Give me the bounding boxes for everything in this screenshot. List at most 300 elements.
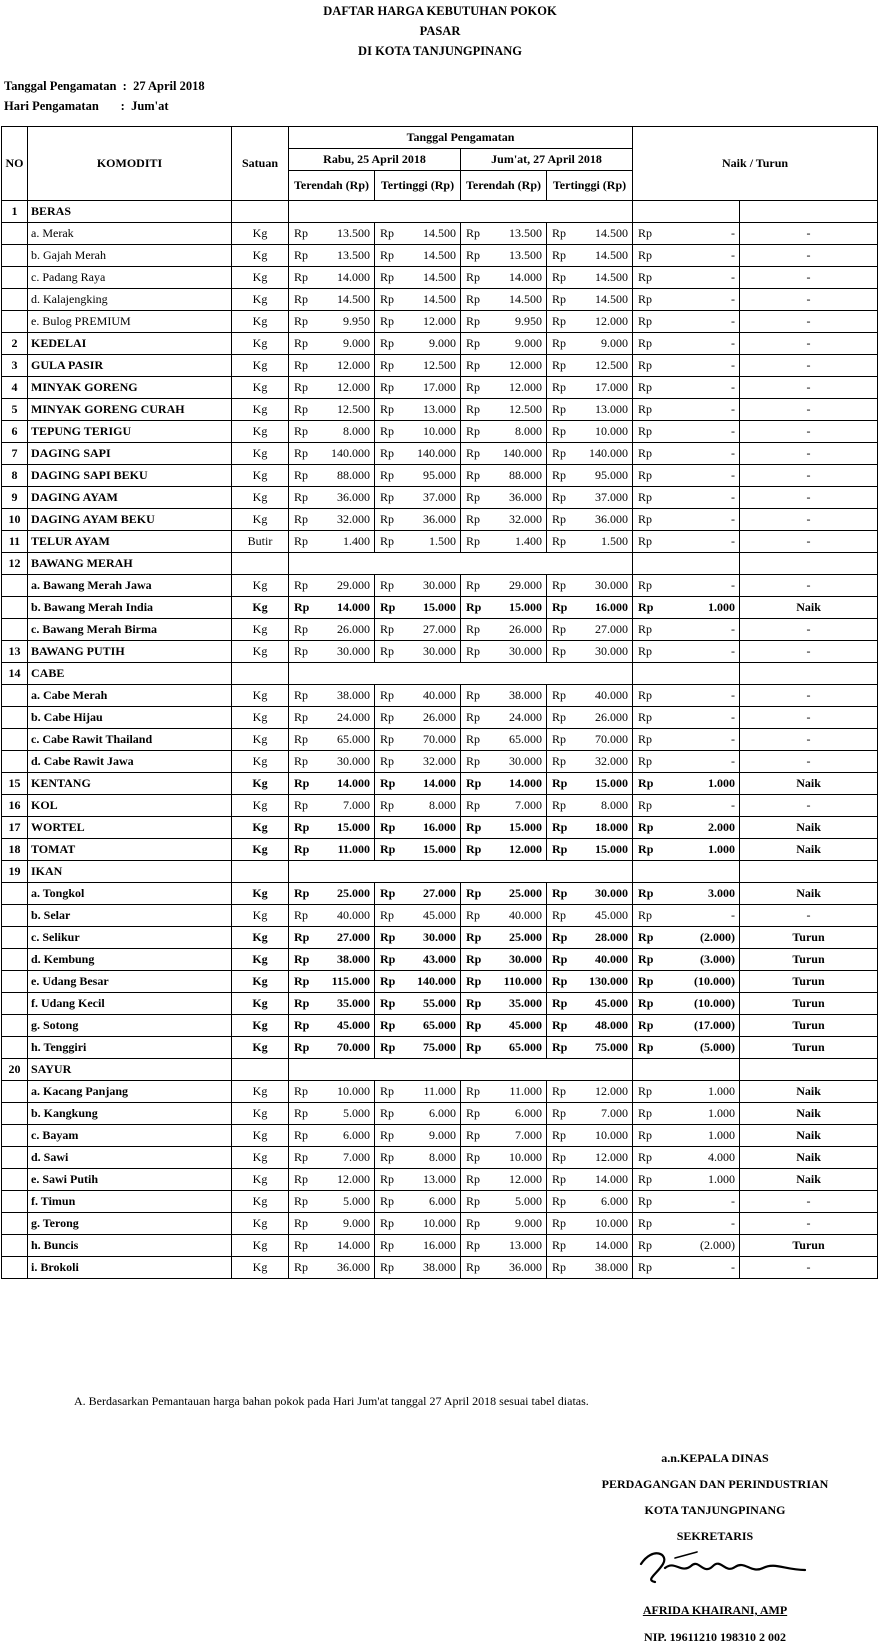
price-value: 8.000 bbox=[483, 421, 547, 443]
currency-label: Rp bbox=[547, 1257, 569, 1279]
price-value: 29.000 bbox=[311, 575, 375, 597]
change-value: 1.000 bbox=[655, 597, 740, 619]
currency-label: Rp bbox=[461, 641, 483, 663]
row-number bbox=[2, 883, 28, 905]
price-value: 14.500 bbox=[397, 245, 461, 267]
status-cell: - bbox=[740, 311, 878, 333]
change-value: (10.000) bbox=[655, 993, 740, 1015]
price-value: 95.000 bbox=[569, 465, 633, 487]
price-value: 65.000 bbox=[483, 1037, 547, 1059]
commodity-name: d. Kalajengking bbox=[28, 289, 232, 311]
price-value: 14.000 bbox=[311, 773, 375, 795]
currency-label: Rp bbox=[375, 289, 397, 311]
currency-label: Rp bbox=[289, 707, 311, 729]
currency-label: Rp bbox=[633, 839, 655, 861]
commodity-name: KOL bbox=[28, 795, 232, 817]
currency-label: Rp bbox=[289, 905, 311, 927]
currency-label: Rp bbox=[547, 773, 569, 795]
currency-label: Rp bbox=[289, 1257, 311, 1279]
currency-label: Rp bbox=[289, 597, 311, 619]
change-value: - bbox=[655, 487, 740, 509]
row-number: 1 bbox=[2, 201, 28, 223]
change-value: - bbox=[655, 509, 740, 531]
currency-label: Rp bbox=[289, 245, 311, 267]
currency-label: Rp bbox=[289, 575, 311, 597]
row-number: 6 bbox=[2, 421, 28, 443]
signature-office: PERDAGANGAN DAN PERINDUSTRIAN bbox=[601, 1477, 829, 1491]
price-value: 13.000 bbox=[569, 399, 633, 421]
price-value: 8.000 bbox=[311, 421, 375, 443]
currency-label: Rp bbox=[375, 267, 397, 289]
unit-cell: Kg bbox=[232, 1235, 289, 1257]
currency-label: Rp bbox=[547, 575, 569, 597]
unit-cell: Kg bbox=[232, 1147, 289, 1169]
currency-label: Rp bbox=[633, 1191, 655, 1213]
currency-label: Rp bbox=[375, 487, 397, 509]
category-name: IKAN bbox=[28, 861, 232, 883]
price-value: 27.000 bbox=[569, 619, 633, 641]
unit-cell: Kg bbox=[232, 1103, 289, 1125]
change-value: 4.000 bbox=[655, 1147, 740, 1169]
commodity-name: f. Timun bbox=[28, 1191, 232, 1213]
change-value: - bbox=[655, 531, 740, 553]
unit-cell: Kg bbox=[232, 971, 289, 993]
empty-cell bbox=[232, 663, 289, 685]
price-value: 24.000 bbox=[483, 707, 547, 729]
currency-label: Rp bbox=[289, 817, 311, 839]
empty-cell bbox=[740, 201, 878, 223]
currency-label: Rp bbox=[375, 509, 397, 531]
price-value: 10.000 bbox=[397, 421, 461, 443]
price-value: 35.000 bbox=[311, 993, 375, 1015]
price-value: 12.500 bbox=[483, 399, 547, 421]
currency-label: Rp bbox=[289, 949, 311, 971]
currency-label: Rp bbox=[633, 1103, 655, 1125]
currency-label: Rp bbox=[375, 1125, 397, 1147]
row-number: 17 bbox=[2, 817, 28, 839]
price-value: 30.000 bbox=[569, 641, 633, 663]
currency-label: Rp bbox=[633, 575, 655, 597]
currency-label: Rp bbox=[547, 1169, 569, 1191]
empty-cell bbox=[740, 861, 878, 883]
row-number bbox=[2, 1235, 28, 1257]
commodity-name: d. Kembung bbox=[28, 949, 232, 971]
empty-cell bbox=[633, 201, 740, 223]
table-row bbox=[2, 839, 878, 861]
currency-label: Rp bbox=[633, 245, 655, 267]
change-value: 3.000 bbox=[655, 883, 740, 905]
currency-label: Rp bbox=[461, 289, 483, 311]
currency-label: Rp bbox=[289, 795, 311, 817]
price-value: 16.000 bbox=[397, 817, 461, 839]
currency-label: Rp bbox=[633, 267, 655, 289]
currency-label: Rp bbox=[633, 223, 655, 245]
price-value: 95.000 bbox=[397, 465, 461, 487]
price-value: 36.000 bbox=[483, 1257, 547, 1279]
status-cell: Naik bbox=[740, 883, 878, 905]
status-cell: - bbox=[740, 641, 878, 663]
currency-label: Rp bbox=[289, 487, 311, 509]
currency-label: Rp bbox=[289, 883, 311, 905]
price-value: 30.000 bbox=[397, 575, 461, 597]
price-value: 14.000 bbox=[483, 773, 547, 795]
row-number bbox=[2, 597, 28, 619]
commodity-name: a. Tongkol bbox=[28, 883, 232, 905]
currency-label: Rp bbox=[547, 355, 569, 377]
col-tanggal-pengamatan: Tanggal Pengamatan bbox=[289, 127, 633, 149]
price-value: 30.000 bbox=[397, 641, 461, 663]
currency-label: Rp bbox=[289, 1015, 311, 1037]
currency-label: Rp bbox=[375, 1191, 397, 1213]
currency-label: Rp bbox=[633, 465, 655, 487]
price-value: 27.000 bbox=[397, 619, 461, 641]
col-date2-low: Terendah (Rp) bbox=[461, 171, 547, 201]
unit-cell: Kg bbox=[232, 223, 289, 245]
status-cell: Naik bbox=[740, 1125, 878, 1147]
commodity-name: GULA PASIR bbox=[28, 355, 232, 377]
currency-label: Rp bbox=[375, 971, 397, 993]
currency-label: Rp bbox=[633, 311, 655, 333]
status-cell: Naik bbox=[740, 597, 878, 619]
price-value: 32.000 bbox=[483, 509, 547, 531]
commodity-name: f. Udang Kecil bbox=[28, 993, 232, 1015]
currency-label: Rp bbox=[375, 443, 397, 465]
price-value: 36.000 bbox=[311, 487, 375, 509]
empty-cell bbox=[232, 553, 289, 575]
currency-label: Rp bbox=[375, 223, 397, 245]
price-value: 10.000 bbox=[311, 1081, 375, 1103]
commodity-name: MINYAK GORENG bbox=[28, 377, 232, 399]
price-value: 8.000 bbox=[397, 1147, 461, 1169]
price-value: 36.000 bbox=[483, 487, 547, 509]
row-number bbox=[2, 267, 28, 289]
unit-cell: Kg bbox=[232, 487, 289, 509]
change-value: (2.000) bbox=[655, 1235, 740, 1257]
unit-cell: Kg bbox=[232, 817, 289, 839]
price-value: 24.000 bbox=[311, 707, 375, 729]
currency-label: Rp bbox=[461, 1169, 483, 1191]
row-number: 7 bbox=[2, 443, 28, 465]
category-row bbox=[2, 553, 878, 575]
price-value: 12.000 bbox=[311, 355, 375, 377]
row-number bbox=[2, 685, 28, 707]
currency-label: Rp bbox=[633, 355, 655, 377]
status-cell: - bbox=[740, 465, 878, 487]
commodity-name: d. Cabe Rawit Jawa bbox=[28, 751, 232, 773]
price-value: 65.000 bbox=[311, 729, 375, 751]
currency-label: Rp bbox=[547, 1213, 569, 1235]
currency-label: Rp bbox=[633, 1037, 655, 1059]
unit-cell: Kg bbox=[232, 641, 289, 663]
unit-cell: Kg bbox=[232, 443, 289, 465]
currency-label: Rp bbox=[461, 993, 483, 1015]
currency-label: Rp bbox=[633, 1235, 655, 1257]
price-value: 26.000 bbox=[311, 619, 375, 641]
handwritten-signature-icon bbox=[635, 1540, 810, 1590]
currency-label: Rp bbox=[375, 773, 397, 795]
currency-label: Rp bbox=[633, 1081, 655, 1103]
row-number bbox=[2, 311, 28, 333]
change-value: - bbox=[655, 795, 740, 817]
empty-cell bbox=[740, 1059, 878, 1081]
commodity-name: c. Bayam bbox=[28, 1125, 232, 1147]
row-number bbox=[2, 1103, 28, 1125]
status-cell: - bbox=[740, 377, 878, 399]
commodity-name: b. Kangkung bbox=[28, 1103, 232, 1125]
currency-label: Rp bbox=[461, 1103, 483, 1125]
status-cell: - bbox=[740, 729, 878, 751]
change-value: - bbox=[655, 575, 740, 597]
status-cell: Turun bbox=[740, 927, 878, 949]
price-value: 30.000 bbox=[483, 949, 547, 971]
price-value: 28.000 bbox=[569, 927, 633, 949]
price-value: 30.000 bbox=[569, 575, 633, 597]
row-number bbox=[2, 1257, 28, 1279]
table-row bbox=[2, 311, 878, 333]
currency-label: Rp bbox=[375, 377, 397, 399]
commodity-name: e. Sawi Putih bbox=[28, 1169, 232, 1191]
commodity-name: DAGING AYAM BEKU bbox=[28, 509, 232, 531]
currency-label: Rp bbox=[547, 1081, 569, 1103]
price-value: 15.000 bbox=[569, 773, 633, 795]
price-value: 14.500 bbox=[397, 267, 461, 289]
currency-label: Rp bbox=[375, 531, 397, 553]
currency-label: Rp bbox=[547, 817, 569, 839]
currency-label: Rp bbox=[375, 729, 397, 751]
unit-cell: Kg bbox=[232, 839, 289, 861]
price-value: 14.500 bbox=[397, 289, 461, 311]
price-value: 37.000 bbox=[397, 487, 461, 509]
price-value: 7.000 bbox=[483, 1125, 547, 1147]
currency-label: Rp bbox=[461, 597, 483, 619]
currency-label: Rp bbox=[633, 1169, 655, 1191]
signature-position: SEKRETARIS bbox=[676, 1529, 754, 1543]
currency-label: Rp bbox=[289, 421, 311, 443]
price-value: 10.000 bbox=[569, 421, 633, 443]
status-cell: Turun bbox=[740, 949, 878, 971]
price-value: 15.000 bbox=[397, 597, 461, 619]
price-value: 10.000 bbox=[569, 1125, 633, 1147]
price-value: 14.500 bbox=[569, 223, 633, 245]
col-date1-low: Terendah (Rp) bbox=[289, 171, 375, 201]
empty-cell bbox=[633, 663, 740, 685]
currency-label: Rp bbox=[547, 421, 569, 443]
change-value: - bbox=[655, 355, 740, 377]
table-row bbox=[2, 795, 878, 817]
change-value: (5.000) bbox=[655, 1037, 740, 1059]
row-number: 9 bbox=[2, 487, 28, 509]
status-cell: - bbox=[740, 333, 878, 355]
table-row bbox=[2, 685, 878, 707]
currency-label: Rp bbox=[633, 883, 655, 905]
currency-label: Rp bbox=[375, 1257, 397, 1279]
price-value: 26.000 bbox=[569, 707, 633, 729]
price-value: 32.000 bbox=[311, 509, 375, 531]
currency-label: Rp bbox=[461, 531, 483, 553]
currency-label: Rp bbox=[461, 751, 483, 773]
table-row bbox=[2, 707, 878, 729]
row-number bbox=[2, 1037, 28, 1059]
currency-label: Rp bbox=[633, 971, 655, 993]
commodity-name: b. Gajah Merah bbox=[28, 245, 232, 267]
price-value: 45.000 bbox=[397, 905, 461, 927]
currency-label: Rp bbox=[461, 905, 483, 927]
currency-label: Rp bbox=[375, 399, 397, 421]
price-value: 36.000 bbox=[569, 509, 633, 531]
currency-label: Rp bbox=[461, 1213, 483, 1235]
commodity-name: TOMAT bbox=[28, 839, 232, 861]
price-value: 26.000 bbox=[397, 707, 461, 729]
currency-label: Rp bbox=[375, 795, 397, 817]
price-value: 7.000 bbox=[483, 795, 547, 817]
commodity-name: g. Terong bbox=[28, 1213, 232, 1235]
status-cell: - bbox=[740, 795, 878, 817]
currency-label: Rp bbox=[547, 1191, 569, 1213]
currency-label: Rp bbox=[375, 751, 397, 773]
col-date1: Rabu, 25 April 2018 bbox=[289, 149, 461, 171]
table-row bbox=[2, 1235, 878, 1257]
commodity-name: a. Kacang Panjang bbox=[28, 1081, 232, 1103]
price-value: 9.000 bbox=[311, 1213, 375, 1235]
currency-label: Rp bbox=[547, 333, 569, 355]
price-value: 36.000 bbox=[311, 1257, 375, 1279]
currency-label: Rp bbox=[461, 1081, 483, 1103]
price-value: 88.000 bbox=[483, 465, 547, 487]
table-row bbox=[2, 1213, 878, 1235]
currency-label: Rp bbox=[375, 1081, 397, 1103]
category-name: SAYUR bbox=[28, 1059, 232, 1081]
price-value: 7.000 bbox=[311, 1147, 375, 1169]
unit-cell: Kg bbox=[232, 685, 289, 707]
price-value: 75.000 bbox=[397, 1037, 461, 1059]
status-cell: - bbox=[740, 289, 878, 311]
row-number bbox=[2, 289, 28, 311]
status-cell: - bbox=[740, 619, 878, 641]
commodity-name: c. Cabe Rawit Thailand bbox=[28, 729, 232, 751]
currency-label: Rp bbox=[375, 707, 397, 729]
currency-label: Rp bbox=[461, 729, 483, 751]
document-title-line1: DAFTAR HARGA KEBUTUHAN POKOK bbox=[323, 4, 557, 18]
row-number bbox=[2, 949, 28, 971]
row-number bbox=[2, 1191, 28, 1213]
currency-label: Rp bbox=[375, 575, 397, 597]
price-value: 18.000 bbox=[569, 817, 633, 839]
table-row bbox=[2, 993, 878, 1015]
currency-label: Rp bbox=[547, 399, 569, 421]
currency-label: Rp bbox=[375, 311, 397, 333]
unit-cell: Kg bbox=[232, 1169, 289, 1191]
currency-label: Rp bbox=[289, 443, 311, 465]
col-date2-high: Tertinggi (Rp) bbox=[547, 171, 633, 201]
currency-label: Rp bbox=[289, 509, 311, 531]
price-value: 9.950 bbox=[311, 311, 375, 333]
unit-cell: Kg bbox=[232, 1213, 289, 1235]
currency-label: Rp bbox=[547, 1015, 569, 1037]
price-value: 48.000 bbox=[569, 1015, 633, 1037]
table-row bbox=[2, 509, 878, 531]
commodity-name: b. Cabe Hijau bbox=[28, 707, 232, 729]
unit-cell: Kg bbox=[232, 267, 289, 289]
change-value: (3.000) bbox=[655, 949, 740, 971]
price-value: 130.000 bbox=[569, 971, 633, 993]
currency-label: Rp bbox=[633, 421, 655, 443]
currency-label: Rp bbox=[461, 1125, 483, 1147]
category-row bbox=[2, 663, 878, 685]
price-value: 5.000 bbox=[483, 1191, 547, 1213]
currency-label: Rp bbox=[547, 597, 569, 619]
change-value: - bbox=[655, 905, 740, 927]
change-value: - bbox=[655, 685, 740, 707]
price-value: 1.500 bbox=[397, 531, 461, 553]
price-value: 14.500 bbox=[397, 223, 461, 245]
price-value: 1.400 bbox=[311, 531, 375, 553]
status-cell: - bbox=[740, 399, 878, 421]
table-row bbox=[2, 223, 878, 245]
price-value: 38.000 bbox=[483, 685, 547, 707]
commodity-name: a. Merak bbox=[28, 223, 232, 245]
change-value: - bbox=[655, 377, 740, 399]
row-number bbox=[2, 1015, 28, 1037]
currency-label: Rp bbox=[547, 289, 569, 311]
commodity-name: a. Cabe Merah bbox=[28, 685, 232, 707]
currency-label: Rp bbox=[461, 1235, 483, 1257]
currency-label: Rp bbox=[547, 707, 569, 729]
row-number bbox=[2, 1213, 28, 1235]
status-cell: - bbox=[740, 421, 878, 443]
currency-label: Rp bbox=[633, 487, 655, 509]
unit-cell: Kg bbox=[232, 1015, 289, 1037]
price-value: 14.000 bbox=[311, 1235, 375, 1257]
currency-label: Rp bbox=[375, 1103, 397, 1125]
price-value: 9.000 bbox=[483, 1213, 547, 1235]
currency-label: Rp bbox=[289, 751, 311, 773]
currency-label: Rp bbox=[547, 993, 569, 1015]
unit-cell: Butir bbox=[232, 531, 289, 553]
row-number bbox=[2, 905, 28, 927]
currency-label: Rp bbox=[461, 971, 483, 993]
unit-cell: Kg bbox=[232, 245, 289, 267]
price-value: 40.000 bbox=[311, 905, 375, 927]
currency-label: Rp bbox=[547, 971, 569, 993]
status-cell: Naik bbox=[740, 1147, 878, 1169]
price-value: 88.000 bbox=[311, 465, 375, 487]
price-value: 13.500 bbox=[311, 245, 375, 267]
currency-label: Rp bbox=[547, 377, 569, 399]
change-value: - bbox=[655, 707, 740, 729]
signature-title: a.n.KEPALA DINAS bbox=[661, 1451, 769, 1465]
row-number bbox=[2, 223, 28, 245]
currency-label: Rp bbox=[633, 817, 655, 839]
currency-label: Rp bbox=[461, 575, 483, 597]
unit-cell: Kg bbox=[232, 905, 289, 927]
currency-label: Rp bbox=[375, 905, 397, 927]
price-value: 38.000 bbox=[311, 949, 375, 971]
col-date1-high: Tertinggi (Rp) bbox=[375, 171, 461, 201]
status-cell: - bbox=[740, 905, 878, 927]
price-value: 11.000 bbox=[397, 1081, 461, 1103]
price-value: 13.500 bbox=[311, 223, 375, 245]
currency-label: Rp bbox=[547, 619, 569, 641]
empty-cell bbox=[232, 201, 289, 223]
row-number bbox=[2, 751, 28, 773]
currency-label: Rp bbox=[547, 1037, 569, 1059]
empty-cell bbox=[232, 861, 289, 883]
price-table-body bbox=[2, 201, 878, 1279]
currency-label: Rp bbox=[633, 333, 655, 355]
row-number bbox=[2, 1125, 28, 1147]
currency-label: Rp bbox=[289, 1169, 311, 1191]
currency-label: Rp bbox=[633, 927, 655, 949]
